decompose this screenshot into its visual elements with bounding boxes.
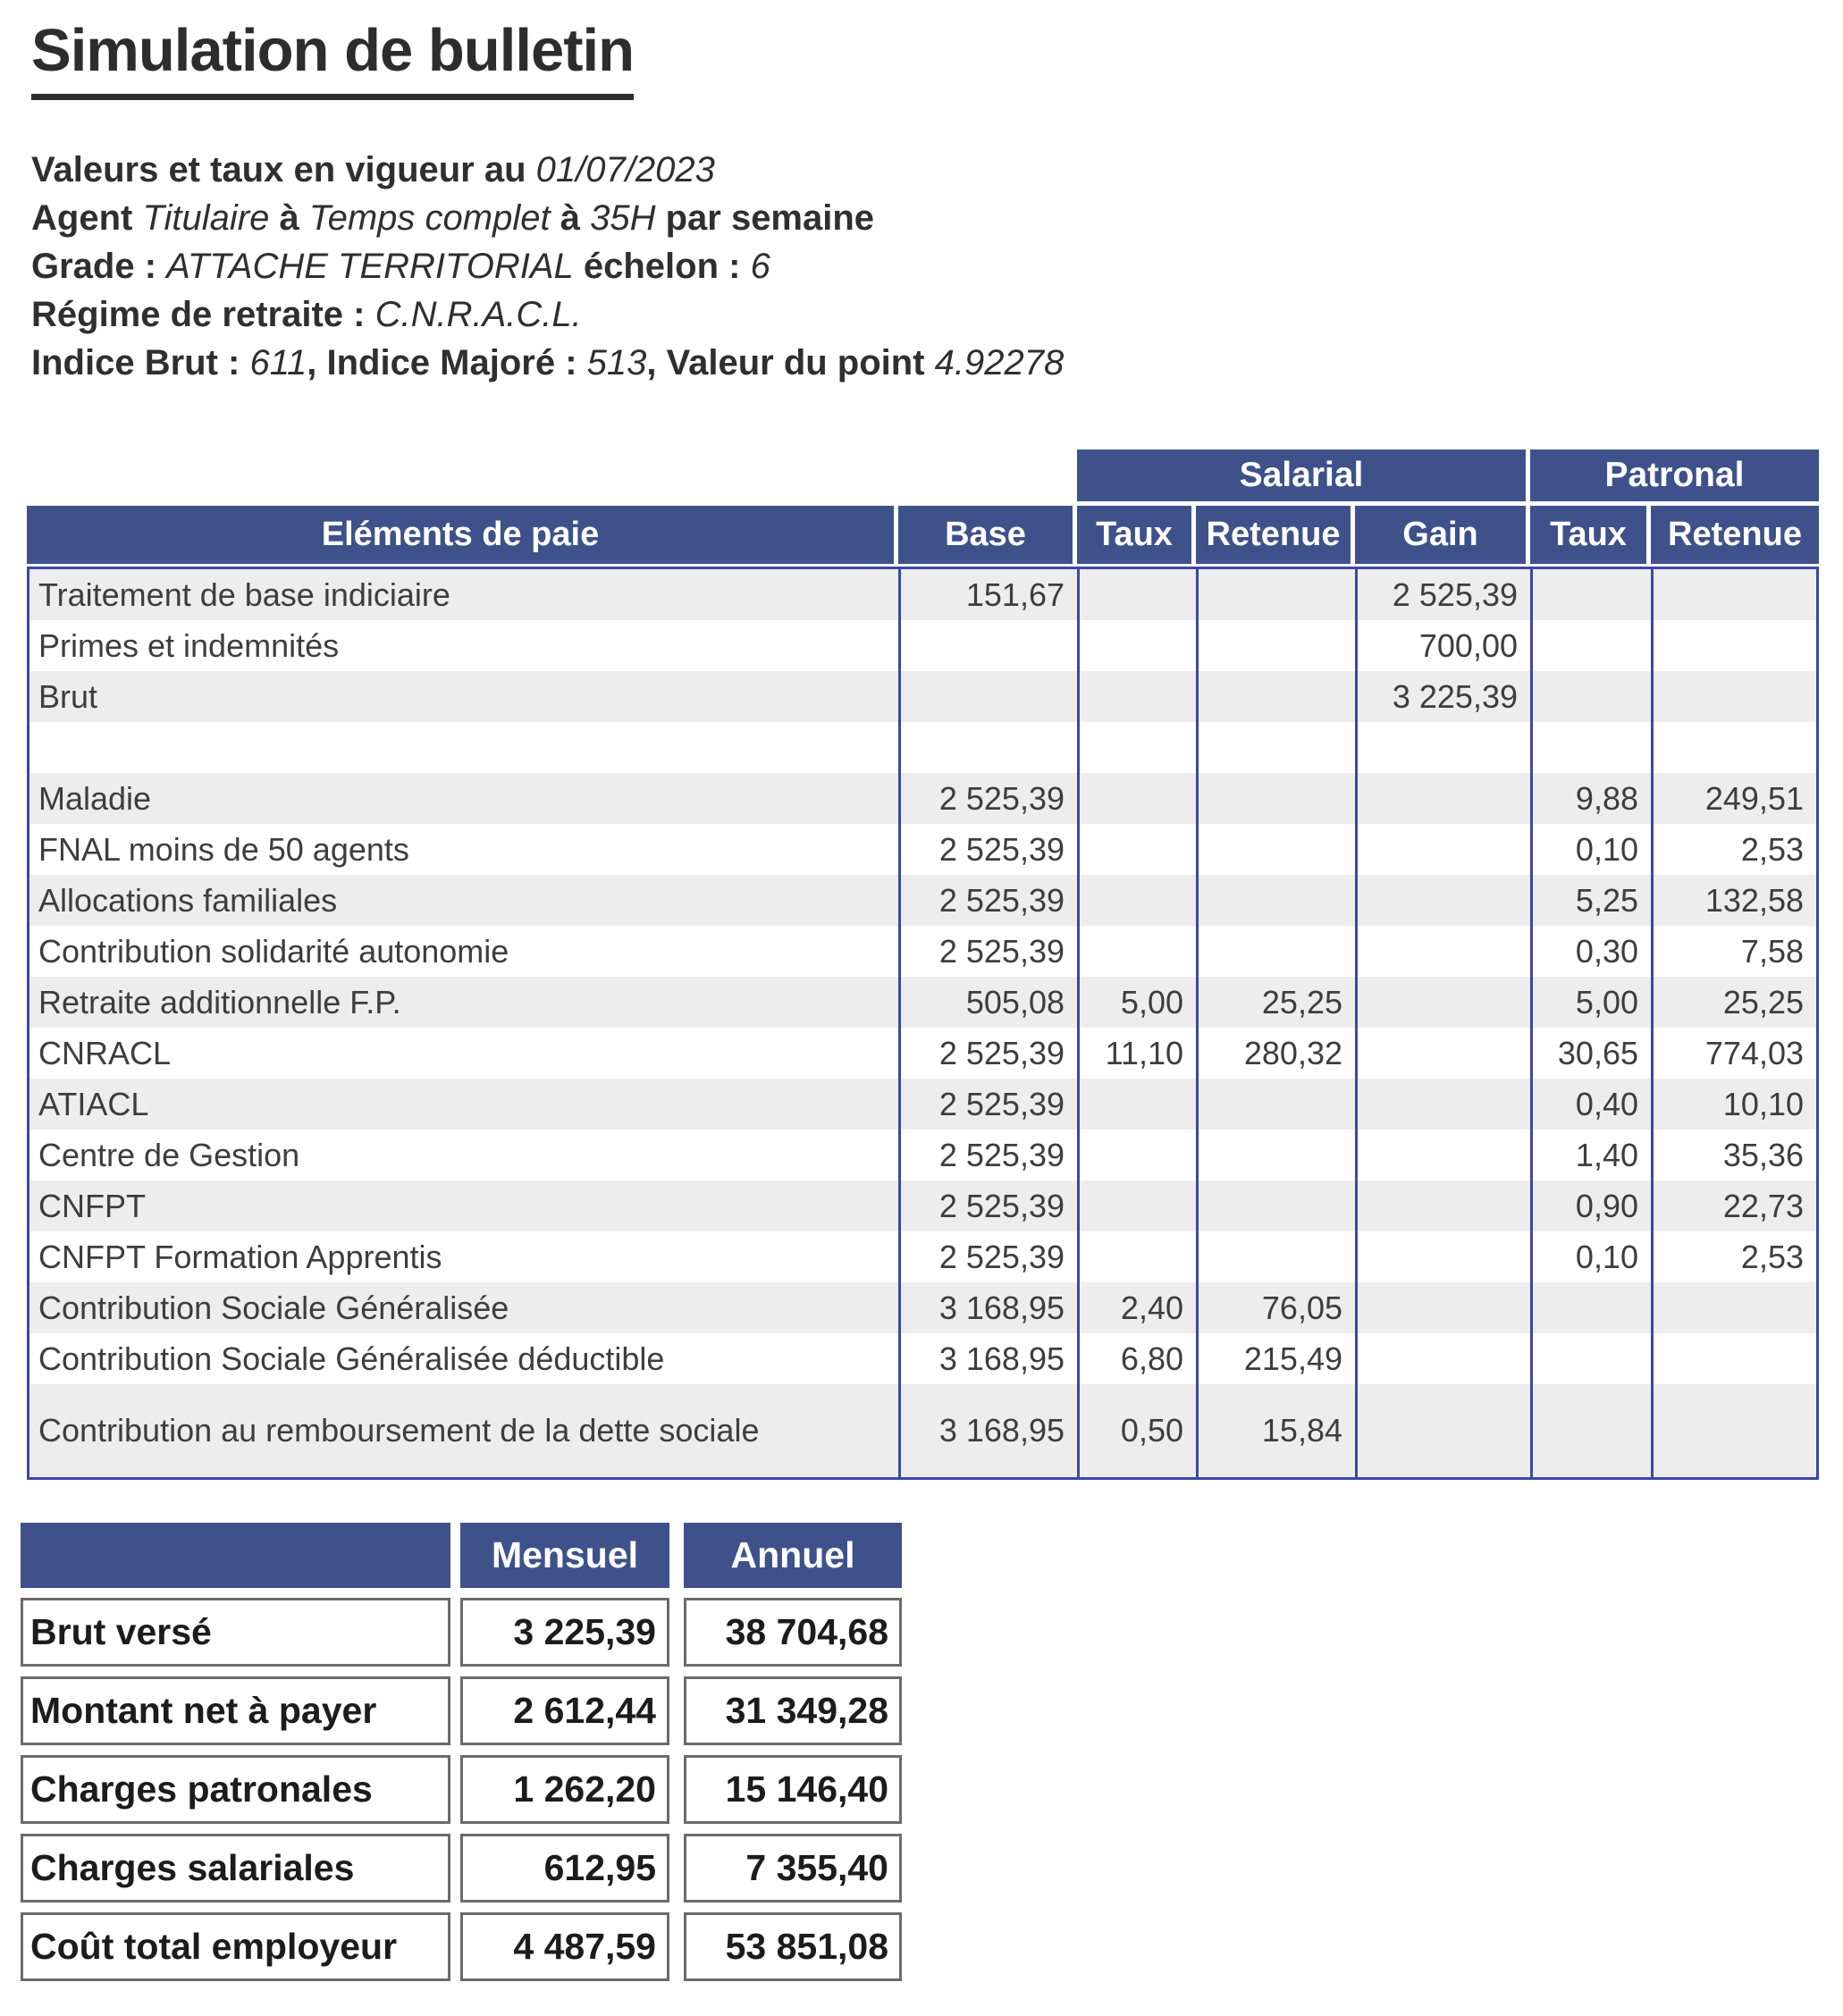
summary-row	[21, 1912, 902, 1981]
retenue-patronal-value: 10,10	[1722, 1085, 1804, 1122]
group-header-spacer	[27, 449, 1077, 501]
summary-header-annuel: Annuel	[684, 1523, 902, 1588]
summary-row	[21, 1598, 902, 1667]
summary-annuel-value: 15 146,40	[684, 1755, 902, 1824]
pay-table-group-header-row	[27, 449, 1819, 501]
base-value: 2 525,39	[938, 1085, 1065, 1122]
taux-salarial-value: 0,50	[1120, 1412, 1183, 1449]
summary-row	[21, 1755, 902, 1824]
summary-row-label: Charges salariales	[21, 1834, 450, 1903]
summary-header-row	[21, 1523, 902, 1588]
info-value: 35H	[590, 198, 656, 238]
base-value: 2 525,39	[938, 1136, 1065, 1173]
pay-element-label: CNRACL	[38, 1034, 172, 1071]
column-divider	[1196, 569, 1199, 1477]
pay-row	[29, 824, 1816, 875]
retenue-salarial-value: 215,49	[1243, 1340, 1342, 1377]
pay-element-label: Allocations familiales	[38, 881, 338, 919]
pay-element-label: Contribution Sociale Généralisée déductible	[38, 1340, 665, 1377]
retenue-patronal-value: 25,25	[1722, 983, 1804, 1021]
pay-row	[29, 875, 1816, 926]
taux-patronal-value: 0,30	[1575, 932, 1638, 970]
taux-patronal-value: 5,25	[1575, 881, 1638, 919]
taux-salarial-value: 2,40	[1120, 1289, 1183, 1326]
base-value: 2 525,39	[938, 1238, 1065, 1275]
retenue-patronal-value: 22,73	[1722, 1187, 1804, 1224]
info-text: Indice Majoré :	[326, 343, 587, 382]
pay-element-label: Traitement de base indiciaire	[38, 575, 450, 613]
info-text: à	[269, 198, 309, 238]
taux-salarial-value: 5,00	[1120, 983, 1183, 1021]
gain-value: 3 225,39	[1392, 677, 1518, 715]
pay-element-label: Brut	[38, 677, 98, 715]
pay-table-body	[27, 567, 1819, 1480]
info-text: Grade :	[31, 247, 167, 286]
column-divider	[1651, 569, 1654, 1477]
summary-mensuel-value: 612,95	[460, 1834, 669, 1903]
column-divider	[1530, 569, 1533, 1477]
col-header-5: Taux	[1530, 506, 1646, 564]
column-divider	[1077, 569, 1080, 1477]
info-value: 6	[750, 247, 770, 286]
pay-element-label: Centre de Gestion	[38, 1136, 300, 1173]
pay-row-spacer	[29, 722, 1816, 773]
base-value: 2 525,39	[938, 932, 1065, 970]
pay-row	[29, 977, 1816, 1028]
retenue-patronal-value: 249,51	[1704, 779, 1804, 817]
info-value: 611	[249, 343, 307, 382]
retenue-patronal-value: 774,03	[1704, 1034, 1804, 1071]
pay-row	[29, 1130, 1816, 1180]
base-value: 2 525,39	[938, 1034, 1065, 1071]
salarial-group-header: Salarial	[1077, 449, 1526, 501]
summary-row-label: Charges patronales	[21, 1755, 450, 1824]
retenue-patronal-value: 35,36	[1722, 1136, 1804, 1173]
summary-annuel-value: 38 704,68	[684, 1598, 902, 1667]
base-value: 3 168,95	[938, 1340, 1065, 1377]
pay-element-label: Contribution Sociale Généralisée	[38, 1289, 509, 1326]
taux-patronal-value: 30,65	[1557, 1034, 1638, 1071]
info-line-grade	[31, 242, 1064, 290]
base-value: 3 168,95	[938, 1289, 1065, 1326]
pay-table-column-header-row	[27, 506, 1819, 564]
summary-annuel-value: 31 349,28	[684, 1676, 902, 1745]
pay-element-label: Contribution au remboursement de la dette sociale	[38, 1412, 760, 1449]
base-value: 2 525,39	[938, 830, 1065, 868]
base-value: 151,67	[965, 575, 1065, 613]
info-text: Indice Brut :	[31, 343, 250, 382]
pay-row	[29, 1079, 1816, 1130]
info-line-indices	[31, 339, 1064, 387]
summary-mensuel-value: 1 262,20	[460, 1755, 669, 1824]
pay-element-label: FNAL moins de 50 agents	[38, 830, 409, 868]
base-value: 2 525,39	[938, 1187, 1065, 1224]
info-value: Temps complet	[308, 198, 551, 238]
summary-row-label: Coût total employeur	[21, 1912, 450, 1981]
retenue-patronal-value: 7,58	[1740, 932, 1804, 970]
info-text: Agent	[31, 198, 143, 238]
col-header-4: Gain	[1355, 506, 1526, 564]
retenue-patronal-value: 2,53	[1740, 830, 1804, 868]
retenue-salarial-value: 280,32	[1243, 1034, 1342, 1071]
retenue-patronal-value: 132,58	[1704, 881, 1804, 919]
taux-patronal-value: 0,90	[1575, 1187, 1638, 1224]
taux-salarial-value: 6,80	[1120, 1340, 1183, 1377]
summary-annuel-value: 53 851,08	[684, 1912, 902, 1981]
pay-row	[29, 1333, 1816, 1384]
summary-mensuel-value: 2 612,44	[460, 1676, 669, 1745]
info-value: ATTACHE TERRITORIAL	[166, 247, 574, 286]
info-text: échelon :	[573, 247, 751, 286]
summary-header-empty	[21, 1523, 450, 1588]
info-text: Régime de retraite :	[31, 295, 375, 334]
taux-patronal-value: 0,10	[1575, 830, 1638, 868]
pay-element-label: CNFPT Formation Apprentis	[38, 1238, 442, 1275]
pay-row	[29, 1282, 1816, 1333]
info-text: Valeurs et taux en vigueur au	[31, 150, 536, 189]
retenue-salarial-value: 15,84	[1261, 1412, 1342, 1449]
patronal-group-header: Patronal	[1530, 449, 1819, 501]
base-value: 2 525,39	[938, 881, 1065, 919]
col-header-1: Base	[898, 506, 1073, 564]
taux-patronal-value: 0,10	[1575, 1238, 1638, 1275]
summary-row	[21, 1676, 902, 1745]
pay-element-label: Maladie	[38, 779, 152, 817]
base-value: 505,08	[965, 983, 1065, 1021]
taux-salarial-value: 11,10	[1105, 1034, 1183, 1071]
info-text: par semaine	[655, 198, 875, 238]
summary-row-label: Montant net à payer	[21, 1676, 450, 1745]
summary-header-mensuel: Mensuel	[460, 1523, 669, 1588]
summary-row	[21, 1834, 902, 1903]
info-text: Valeur du point	[666, 343, 935, 382]
pay-element-label: Contribution solidarité autonomie	[38, 932, 509, 970]
info-line-regime	[31, 290, 1064, 339]
pay-row	[29, 773, 1816, 824]
summary-row-label: Brut versé	[21, 1598, 450, 1667]
base-value: 3 168,95	[938, 1412, 1065, 1449]
taux-patronal-value: 1,40	[1575, 1136, 1638, 1173]
pay-row	[29, 620, 1816, 671]
column-divider	[898, 569, 901, 1477]
info-text: ,	[646, 343, 667, 382]
column-divider	[1355, 569, 1358, 1477]
retenue-patronal-value: 2,53	[1740, 1238, 1804, 1275]
retenue-salarial-value: 25,25	[1261, 983, 1342, 1021]
info-value: C.N.R.A.C.L.	[374, 295, 582, 334]
info-line-agent	[31, 194, 1064, 242]
header-info	[31, 146, 1064, 387]
pay-row	[29, 1028, 1816, 1079]
summary-annuel-value: 7 355,40	[684, 1834, 902, 1903]
summary-mensuel-value: 3 225,39	[460, 1598, 669, 1667]
page-title: Simulation de bulletin	[31, 16, 634, 100]
pay-element-label: ATIACL	[38, 1085, 149, 1122]
col-header-2: Taux	[1077, 506, 1191, 564]
pay-row	[29, 926, 1816, 977]
gain-value: 700,00	[1418, 626, 1518, 664]
pay-element-label: CNFPT	[38, 1187, 146, 1224]
pay-row	[29, 569, 1816, 620]
info-value: Titulaire	[142, 198, 270, 238]
retenue-salarial-value: 76,05	[1261, 1289, 1342, 1326]
pay-element-label: Primes et indemnités	[38, 626, 340, 664]
info-line-valeurs	[31, 146, 1064, 194]
gain-value: 2 525,39	[1392, 575, 1518, 613]
col-header-6: Retenue	[1651, 506, 1819, 564]
base-value: 2 525,39	[938, 779, 1065, 817]
info-value: 513	[586, 343, 647, 382]
info-value: 4.92278	[934, 343, 1065, 382]
col-header-0: Eléments de paie	[27, 506, 894, 564]
info-value: 01/07/2023	[535, 150, 715, 189]
taux-patronal-value: 5,00	[1575, 983, 1638, 1021]
info-text: à	[550, 198, 591, 238]
pay-row	[29, 1384, 1816, 1477]
summary-mensuel-value: 4 487,59	[460, 1912, 669, 1981]
pay-element-label: Retraite additionnelle F.P.	[38, 983, 401, 1021]
pay-row	[29, 671, 1816, 722]
pay-row	[29, 1180, 1816, 1231]
info-text: ,	[307, 343, 327, 382]
pay-row	[29, 1231, 1816, 1282]
col-header-3: Retenue	[1196, 506, 1351, 564]
taux-patronal-value: 0,40	[1575, 1085, 1638, 1122]
taux-patronal-value: 9,88	[1575, 779, 1638, 817]
